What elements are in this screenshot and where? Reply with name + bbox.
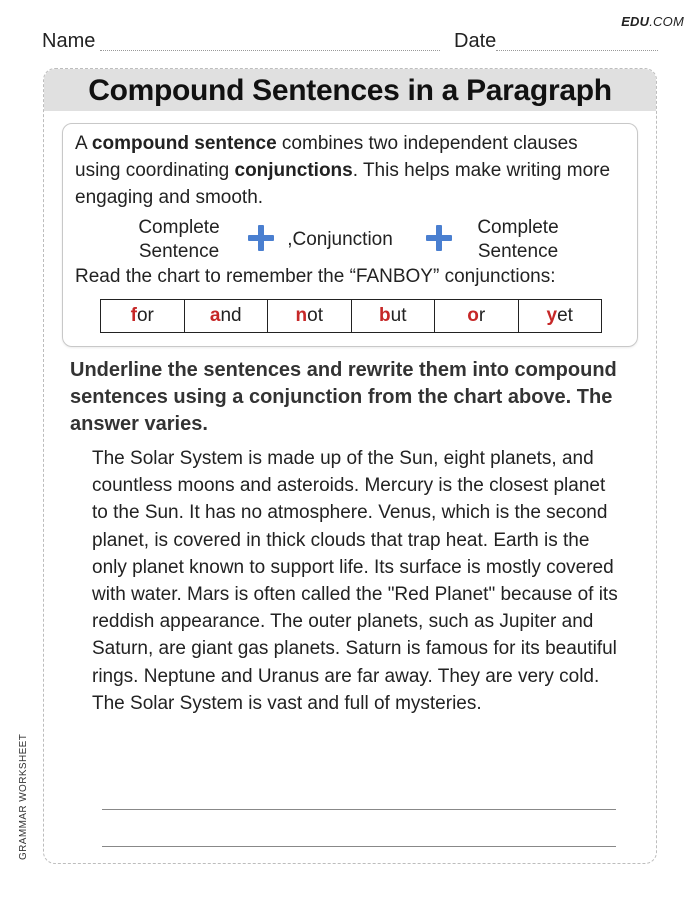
date-field-line[interactable] (496, 50, 658, 51)
fanboy-cell-and (185, 300, 269, 332)
instructions: Underline the sentences and rewrite them into compound sentences using a conjunction from the chart above. The answer varies. (70, 359, 617, 435)
reading-passage: The Solar System is made up of the Sun, eight planets, and countless moons and asteroids. Mercury is the closest planet to the Sun. It has no atmosphere. Venus, which is the second planet, is covered in thick clouds that trap heat. Earth is the only planet known to support life. Its surface is mostly covered with water. Mars is often called the "Red Planet" because of its reddish appearance. The outer planets, such as Jupiter and Saturn, are giant gas planets. Saturn is famous for its beautiful rings. Neptune and Uranus are far away. They are very cold. The Solar System is vast and full of mysteries. (92, 448, 618, 714)
formula-left-term (109, 216, 249, 264)
name-date-header (42, 30, 658, 54)
worksheet-panel (43, 68, 657, 864)
info-box (62, 123, 638, 347)
intro-bold-compound-sentence: compound sentence (91, 133, 277, 154)
fanboy-initial: n (295, 305, 308, 326)
fanboy-cell-yet (519, 300, 602, 332)
grammar-worksheet-label: GRAMMAR WORKSHEET (18, 733, 29, 860)
formula-conjunction: ,Conjunction (287, 229, 393, 250)
brand-logo (621, 14, 684, 29)
formula-left-line-2: Sentence (138, 241, 220, 262)
fanboy-rest: nd (220, 305, 242, 326)
name-label: Name (42, 30, 96, 52)
intro-part-2: combines two independent clauses using coordinating (75, 133, 578, 181)
fanboy-rest: et (557, 305, 573, 326)
formula-right-line-2: Sentence (477, 241, 559, 262)
name-field-line[interactable] (100, 50, 440, 51)
intro-text (75, 130, 627, 211)
fanboy-initial: y (546, 305, 558, 326)
fanboy-cell-for (101, 300, 185, 332)
fanboy-caption: Read the chart to remember the “FANBOY” conjunctions: (75, 266, 556, 287)
fanboy-initial: a (209, 305, 221, 326)
brand-com: .COM (649, 14, 684, 29)
fanboy-rest: or (136, 305, 154, 326)
fanboy-cell-or (435, 300, 519, 332)
answer-line[interactable] (102, 846, 616, 847)
worksheet-title: Compound Sentences in a Paragraph (44, 69, 656, 111)
formula-right-line-1: Complete (477, 217, 559, 238)
fanboy-cell-but (352, 300, 436, 332)
fanboy-rest: r (478, 305, 486, 326)
intro-part-1: A (75, 133, 92, 154)
fanboy-initial: f (130, 305, 137, 326)
fanboy-initial: b (379, 305, 391, 326)
date-label: Date (454, 30, 497, 52)
fanboy-rest: ot (307, 305, 323, 326)
fanboy-rest: ut (390, 305, 407, 326)
intro-bold-conjunctions: conjunctions (234, 160, 353, 181)
brand-edu: EDU (621, 14, 650, 29)
fanboy-table (100, 299, 602, 333)
answer-line[interactable] (102, 809, 616, 810)
fanboy-initial: o (467, 305, 479, 326)
fanboy-cell-not (268, 300, 352, 332)
formula-right-term (448, 216, 588, 264)
intro-part-3: . This helps make writing more engaging and smooth. (75, 160, 611, 208)
formula-left-line-1: Complete (138, 217, 220, 238)
